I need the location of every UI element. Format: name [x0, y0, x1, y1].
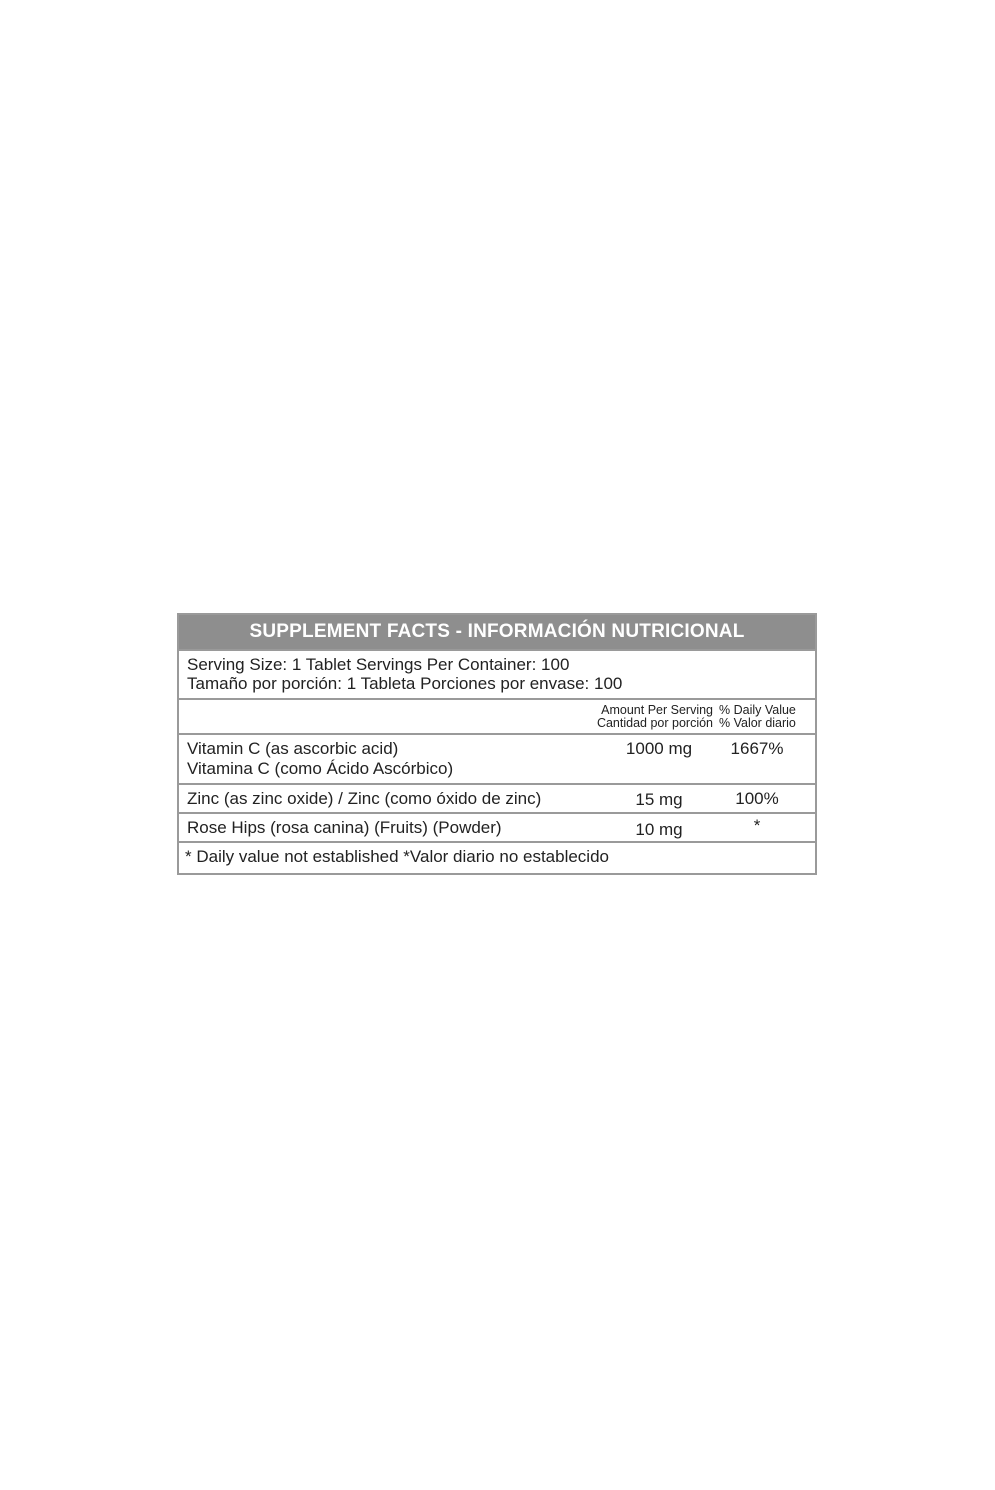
- panel-title: SUPPLEMENT FACTS - INFORMACIÓN NUTRICIONAL: [179, 615, 815, 651]
- footnote: * Daily value not established *Valor diario no establecido: [185, 847, 609, 866]
- column-headers: [179, 700, 815, 735]
- nutrient-row-zinc: [179, 785, 815, 814]
- nutrient-name-en: Vitamin C (as ascorbic acid): [187, 739, 399, 758]
- nutrient-daily-value: 1667%: [730, 739, 784, 758]
- nutrient-name: Rose Hips (rosa canina) (Fruits) (Powder): [187, 818, 502, 837]
- serving-line-es: Tamaño por porción: 1 Tableta Porciones por envase: 100: [187, 674, 623, 693]
- nutrient-name-es: Vitamina C (como Ácido Ascórbico): [187, 759, 454, 778]
- nutrient-daily-value: *: [753, 816, 761, 835]
- amount-header-es: Cantidad por porción: [596, 716, 713, 730]
- nutrient-amount: 1000 mg: [625, 739, 693, 758]
- dv-header-en: % Daily Value: [719, 703, 796, 717]
- nutrient-name: [187, 739, 453, 779]
- serving-line-en: Serving Size: 1 Tablet Servings Per Container: 100: [187, 655, 570, 674]
- serving-info: [179, 651, 815, 700]
- nutrient-daily-value: 100%: [735, 789, 779, 808]
- supplement-facts-panel: [177, 613, 817, 875]
- daily-value-column-header: [719, 704, 796, 730]
- nutrient-amount: 10 mg: [635, 820, 683, 839]
- nutrient-name: Zinc (as zinc oxide) / Zinc (como óxido de zinc): [187, 789, 542, 808]
- nutrient-row-vitamin-c: [179, 735, 815, 785]
- amount-header-en: Amount Per Serving: [601, 703, 713, 717]
- nutrient-row-rose-hips: [179, 814, 815, 843]
- dv-header-es: % Valor diario: [719, 716, 796, 730]
- amount-column-header: [587, 704, 713, 730]
- nutrient-amount: 15 mg: [635, 790, 683, 809]
